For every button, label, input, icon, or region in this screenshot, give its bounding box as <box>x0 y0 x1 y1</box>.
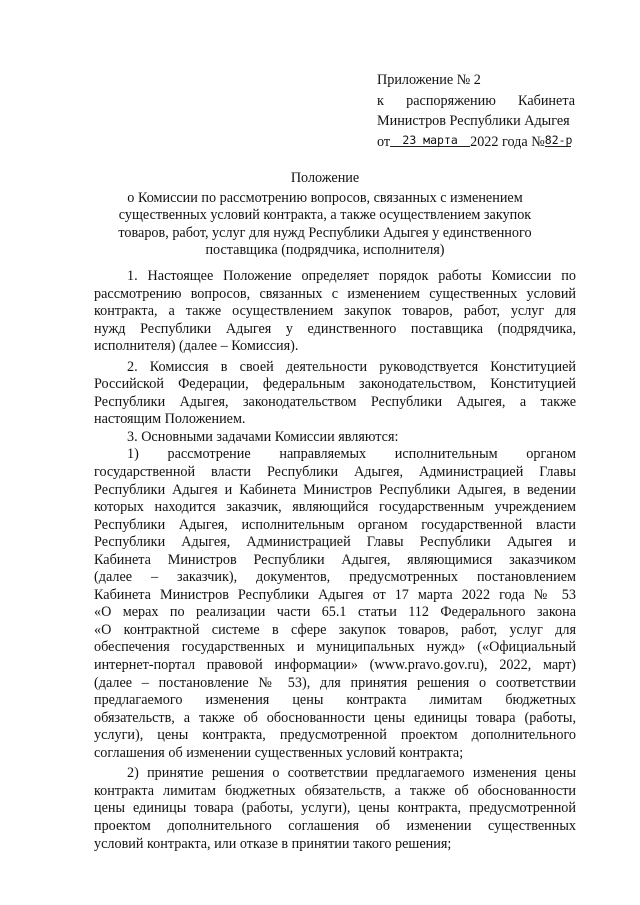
body-line: Кабинета Министров Республики Адыгея, являющимися заказчиком <box>94 551 576 568</box>
year-text: 2022 года № <box>470 133 545 150</box>
body-word: цены <box>292 692 324 709</box>
body-line: 1. Настоящее Положение определяет порядок работы Комиссии по <box>127 268 576 284</box>
body-line: которых находится заказчик, являющийся государственным учреждением <box>94 499 576 516</box>
body-line <box>94 692 576 710</box>
body-line: цены единицы товара (работы, услуги), цены контракта, предусмотренной <box>94 800 576 817</box>
body-line: интернет-портал правовой информации» (www.pravo.gov.ru), 2022, март) <box>94 657 576 674</box>
body-line: (далее – постановление № 53), для принятия решения о соответствии <box>94 674 576 691</box>
body-line: соглашения об изменении существенных условий контракта; <box>94 744 464 761</box>
body-line: 3. Основными задачами Комиссии являются: <box>127 428 399 445</box>
body-line: обеспечения государственных и муниципальных нужд» («Официальный <box>94 639 576 656</box>
body-line: «О контрактной системе в сфере закупок товаров, работ, услуг для <box>94 621 576 638</box>
appendix-issuer: Министров Республики Адыгея <box>377 113 570 129</box>
body-line: Российской Федерации, федеральным законодательством, Конституцией <box>94 376 576 393</box>
appendix-number: Приложение № 2 <box>377 72 481 88</box>
body-line: условий контракта, или отказе в принятии такого решения; <box>94 835 452 852</box>
title-line: существенных условий контракта, а также осуществлением закупок <box>118 207 532 224</box>
body-word: направляемых <box>279 446 367 463</box>
body-line: «О мерах по реализации части 65.1 статьи 112 Федерального закона <box>94 604 576 621</box>
body-word: контракта <box>346 692 407 709</box>
body-word: 1) <box>127 446 139 463</box>
body-line: Республики Адыгея и Кабинета Министров Республики Адыгея, в ведении <box>94 481 576 498</box>
title-line: о Комиссии по рассмотрению вопросов, связанных с изменением <box>127 189 523 206</box>
body-line: нужд Республики Адыгея у единственного поставщика (подрядчика, <box>94 320 576 337</box>
title-line: товаров, работ, услуг для нужд Республики Адыгея у единственного <box>118 224 532 241</box>
document-title <box>90 170 560 260</box>
body-line: Республики Адыгея, исполнительным органом государственной власти <box>94 516 576 533</box>
body-line: проектом дополнительного соглашения об изменении существенных <box>94 817 576 834</box>
body-line: 2) принятие решения о соответствии предлагаемого изменения цены <box>127 765 576 782</box>
body-word: бюджетных <box>505 692 576 709</box>
body-line: настоящим Положением. <box>94 411 246 428</box>
body-line: государственной власти Республики Адыгея, Администрацией Главы <box>94 464 576 481</box>
title-line: поставщика (подрядчика, исполнителя) <box>205 242 445 259</box>
body-word: изменения <box>205 692 270 709</box>
appendix-header <box>377 70 575 152</box>
body-line: рассмотрению вопросов, связанных с изменением существенных условий <box>94 285 576 302</box>
body-word: органом <box>526 446 576 463</box>
handwritten-date: 23 марта <box>390 134 470 147</box>
body-line: (далее – заказчик), документов, предусмотренных постановлением <box>94 569 576 586</box>
appendix-date-line <box>377 132 575 153</box>
body-line: услуги), цены контракта, предусмотренной проектом дополнительного <box>94 727 576 744</box>
title-heading: Положение <box>290 170 360 186</box>
body-word: исполнительным <box>394 446 498 463</box>
body-word: лимитам <box>429 692 483 709</box>
body-word: рассмотрение <box>167 446 251 463</box>
date-prefix: от <box>377 133 391 150</box>
document-body <box>94 268 576 853</box>
body-line: контракта, а также осуществлением закупок товаров, работ, услуг для <box>94 303 576 320</box>
appendix-word: к <box>377 92 384 109</box>
appendix-word: Кабинета <box>518 92 575 109</box>
body-line: контракта лимитам бюджетных обязательств, а также об обоснованности <box>94 782 576 799</box>
body-line: Республики Адыгея, законодательством Республики Адыгея, а также <box>94 393 576 410</box>
body-line: обязательств, а также об обоснованности цены единицы товара (работы, <box>94 709 576 726</box>
handwritten-number: 82-р <box>544 132 573 147</box>
body-line: Республики Адыгея, Администрацией Главы Республики Адыгея и <box>94 534 576 551</box>
appendix-to-order <box>377 91 575 112</box>
body-line <box>94 446 576 464</box>
body-line: 2. Комиссия в своей деятельности руководствуется Конституцией <box>127 358 576 375</box>
body-line: исполнителя) (далее – Комиссия). <box>94 338 299 355</box>
appendix-word: распоряжению <box>406 92 496 109</box>
body-line: Кабинета Министров Республики Адыгея от 17 марта 2022 года № 53 <box>94 586 576 603</box>
body-word: предлагаемого <box>94 692 183 709</box>
